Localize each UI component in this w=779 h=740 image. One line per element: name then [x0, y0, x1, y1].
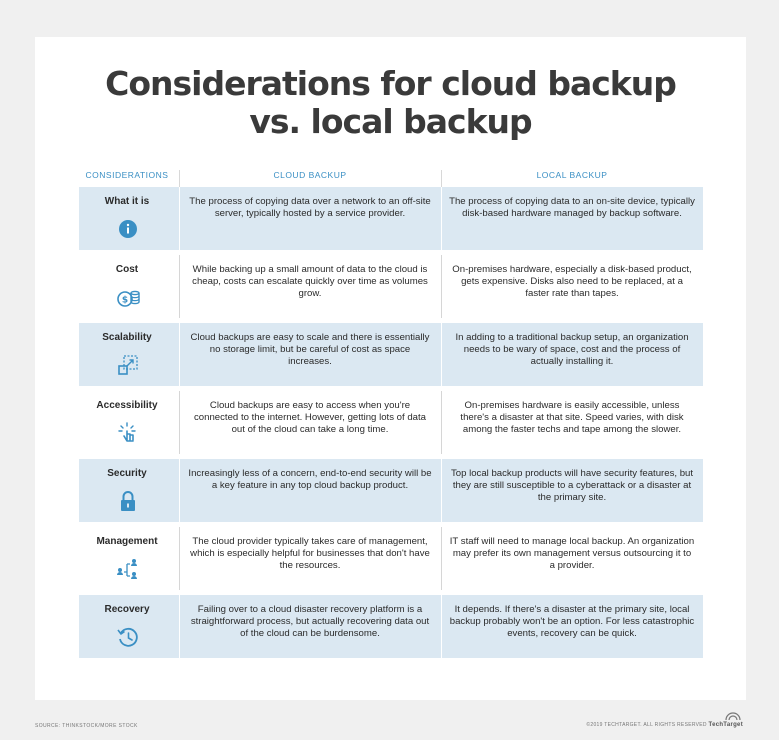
svg-text:$: $	[121, 295, 129, 306]
copyright-text: ©2019 TECHTARGET. ALL RIGHTS RESERVED	[586, 722, 707, 728]
cloud-backup-cell: While backing up a small amount of data to the cloud is cheap, costs can escalate quickly over time as volumes grow.	[192, 264, 428, 300]
source-credit: SOURCE: THINKSTOCK/MORE STOCK	[35, 723, 138, 729]
column-divider	[179, 391, 180, 454]
table-row	[79, 323, 703, 386]
column-divider	[441, 595, 442, 658]
cloud-backup-cell: Cloud backups are easy to scale and there is essentially no storage limit, but be careful of cost as space increases.	[190, 332, 430, 368]
column-divider	[179, 255, 180, 318]
coins-icon	[115, 284, 141, 310]
column-divider	[179, 323, 180, 386]
infographic-card	[35, 37, 746, 700]
table-row	[79, 595, 703, 658]
header-local-backup: LOCAL BACKUP	[536, 170, 608, 180]
column-divider	[441, 391, 442, 454]
copyright-notice	[586, 722, 743, 728]
column-divider	[441, 527, 442, 590]
table-row	[79, 391, 703, 454]
row-label: Management	[96, 536, 158, 547]
header-cloud-backup: CLOUD BACKUP	[273, 170, 347, 180]
title-line-2: vs. local backup	[249, 102, 532, 141]
row-label: Accessibility	[96, 400, 158, 411]
row-label: What it is	[104, 196, 150, 207]
cloud-backup-cell: Failing over to a cloud disaster recovery platform is a straightforward process, but actually recovering data out of the cloud can be burdensome.	[190, 604, 430, 640]
tap-hand-icon	[115, 420, 141, 446]
brand-name: TechTarget	[708, 722, 743, 728]
local-backup-cell: It depends. If there's a disaster at the primary site, local backup probably won't be an option. For less catastrophic events, recovery can be quick.	[449, 604, 695, 640]
info-icon	[115, 216, 141, 242]
row-label: Security	[107, 468, 147, 479]
title-line-1: Considerations for cloud backup	[105, 64, 676, 103]
column-divider	[441, 459, 442, 522]
cloud-backup-cell: The cloud provider typically takes care of management, which is especially helpful for businesses that don't have the resources.	[190, 536, 430, 572]
column-divider	[441, 255, 442, 318]
local-backup-cell: IT staff will need to manage local backup. An organization may prefer its own management versus outsourcing it to a provider.	[449, 536, 695, 572]
local-backup-cell: On-premises hardware is easily accessible, unless there's a disaster at that site. Speed varies, with disk among the faster techs and tape among the slower.	[460, 400, 684, 436]
table-row	[79, 459, 703, 522]
local-backup-cell: Top local backup products will have security features, but they are still susceptible to a cyberattack or a disaster at the primary site.	[450, 468, 694, 504]
lock-icon	[115, 488, 141, 514]
row-label: Cost	[115, 264, 139, 275]
column-divider	[179, 527, 180, 590]
recovery-clock-icon	[115, 624, 141, 650]
local-backup-cell: On-premises hardware, especially a disk-based product, gets expensive. Disks also need to be replaced, at a faster rate than tapes.	[452, 264, 692, 300]
cloud-backup-cell: The process of copying data over a network to an off-site server, typically hosted by a service provider.	[189, 196, 431, 220]
scale-up-icon	[115, 352, 141, 378]
column-headers	[79, 167, 703, 187]
column-divider	[179, 595, 180, 658]
row-label: Scalability	[102, 332, 152, 343]
row-label: Recovery	[104, 604, 150, 615]
column-divider	[441, 187, 442, 250]
table-row	[79, 527, 703, 590]
column-divider	[179, 187, 180, 250]
table-row	[79, 187, 703, 250]
column-divider	[441, 323, 442, 386]
table-row	[79, 255, 703, 318]
local-backup-cell: In adding to a traditional backup setup, an organization needs to be wary of space, cost and the process of actually installing it.	[455, 332, 689, 368]
cloud-backup-cell: Cloud backups are easy to access when you're connected to the internet. However, getting lots of data out of the cloud can take a long time.	[194, 400, 426, 436]
column-divider	[179, 459, 180, 522]
header-considerations: CONSIDERATIONS	[85, 170, 169, 180]
local-backup-cell: The process of copying data to an on-site device, typically disk-based hardware managed by backup software.	[449, 196, 695, 220]
page-title	[35, 65, 746, 141]
comparison-table	[79, 187, 703, 663]
cloud-backup-cell: Increasingly less of a concern, end-to-end security will be a key feature in any top cloud backup product.	[188, 468, 432, 492]
org-chart-icon	[115, 556, 141, 582]
techtarget-logo-icon	[724, 712, 742, 722]
